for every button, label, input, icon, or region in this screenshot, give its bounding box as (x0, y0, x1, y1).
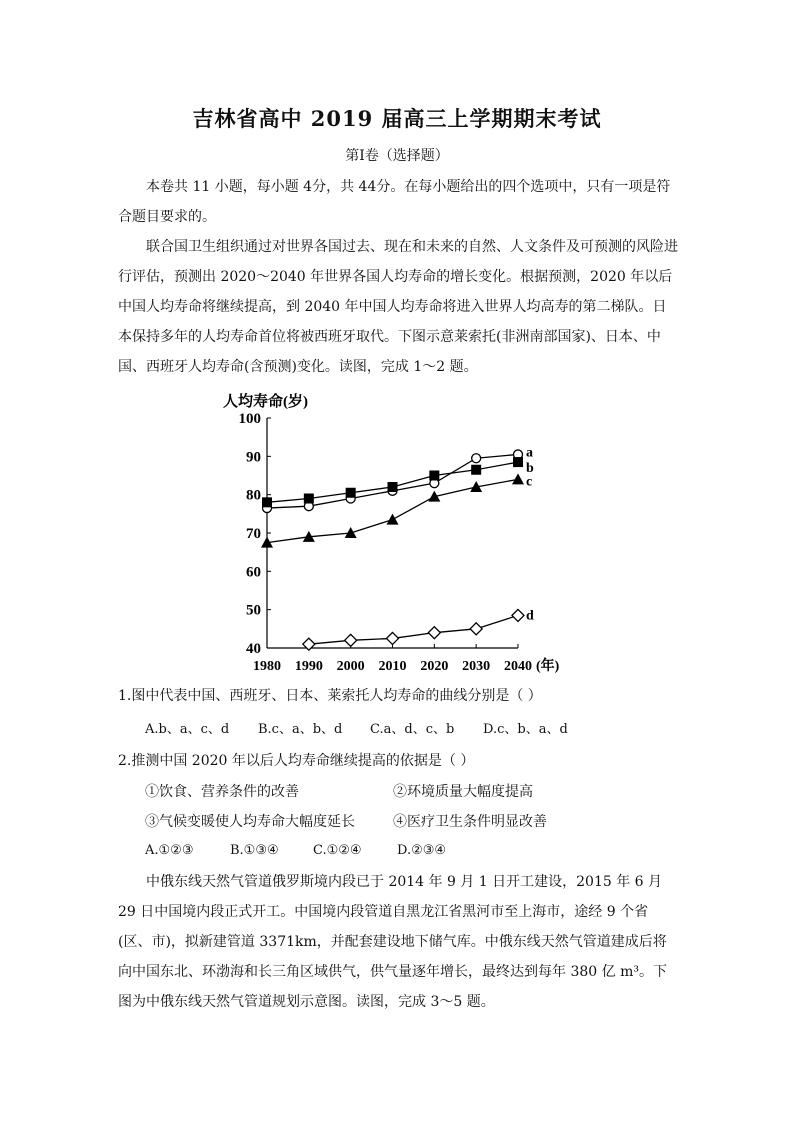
data-point-b (429, 471, 439, 481)
q2-item-3: ③气候变暖使人均寿命大幅度延长 (145, 814, 355, 830)
series-label-d: d (526, 608, 534, 624)
question-2-stem: 2.推测中国 2020 年以后人均寿命继续提高的依据是（ ） (118, 753, 475, 769)
data-point-c (387, 514, 399, 525)
question-1-stem: 1.图中代表中国、西班牙、日本、莱索托人均寿命的曲线分别是（ ） (118, 688, 542, 704)
data-point-c (512, 473, 524, 484)
data-point-b (346, 488, 356, 498)
series-label-a: a (526, 445, 533, 461)
x-tick-label: 1990 (294, 659, 323, 674)
y-tick-label: 60 (246, 564, 261, 581)
exam-title: 吉林省高中 2019 届高三上学期期末考试 (192, 106, 602, 131)
data-point-d (428, 627, 440, 639)
data-point-b (262, 497, 272, 507)
y-tick-label: 70 (246, 526, 261, 542)
q2-option-d[interactable]: D.②③④ (397, 843, 447, 858)
x-tick-label: 2010 (378, 659, 407, 674)
q2-option-b[interactable]: B.①③④ (230, 843, 279, 858)
data-point-b (304, 494, 314, 504)
y-tick-label: 80 (246, 487, 261, 504)
data-point-d (512, 609, 524, 621)
q1-option-b[interactable]: B.c、a、b、d (258, 722, 343, 737)
series-label-c: c (526, 474, 533, 490)
x-tick-label: 2000 (336, 659, 365, 674)
data-point-b (471, 465, 481, 475)
data-point-d (470, 623, 482, 635)
data-point-c (345, 527, 357, 538)
data-point-b (513, 457, 523, 467)
series-label-b: b (526, 461, 534, 477)
q2-option-a[interactable]: A.①②③ (145, 843, 194, 858)
q1-option-a[interactable]: A.b、a、c、d (145, 722, 230, 737)
x-tick-label: 2030 (462, 659, 491, 674)
y-tick-label: 90 (246, 449, 261, 466)
intro-paragraph: 本卷共 11 小题，每小题 4分，共 44分。在每小题给出的四个选项中，只有一项是符合题目要求的。 (118, 179, 671, 225)
y-tick-label: 40 (246, 641, 261, 657)
data-point-d (345, 634, 357, 646)
passage-life-expectancy: 联合国卫生组织通过对世界各国过去、现在和未来的自然、人文条件及可预测的风险进行评估，预测出 2020～2040 年世界各国人均寿命的增长变化。根据预测，2020 年以后中国人均寿命将继续提高，到 2040 年中国人均寿命将进入世界人均高寿的第二梯队。日本保持多年的人均寿命首位将被西班牙取代。下图示意莱索托(非洲南部国家)、日本、中国、西班牙人均寿命(含预测)变化。读图，完成 1～2 题。 (118, 239, 678, 375)
q2-item-4: ④医疗卫生条件明显改善 (393, 814, 547, 830)
y-tick-label: 100 (238, 411, 261, 427)
q2-item-2: ②环境质量大幅度提高 (393, 784, 533, 800)
series-line-d (309, 615, 518, 644)
q2-option-c[interactable]: C.①②④ (313, 843, 362, 858)
q2-item-1: ①饮食、营养条件的改善 (145, 784, 299, 800)
life-expectancy-chart (218, 388, 598, 678)
line-chart (218, 388, 598, 678)
data-point-d (387, 632, 399, 644)
x-tick-label: 2040 (504, 659, 532, 674)
q1-option-c[interactable]: C.a、d、c、b (370, 722, 455, 737)
passage-gas-pipeline: 中俄东线天然气管道俄罗斯境内段已于 2014 年 9 月 1 日开工建设，2015 年 6 月 29 日中国境内段正式开工。中国境内段管道自黑龙江省黑河市至上海市，途经 9 个省(区、市)，拟新建管道 3371km，并配套建设地下储气库。中俄东线天然气管道建成后将向中国东北、环渤海和长三角区域供气，供气量逐年增长，最终达到每年 380 亿 m³。下图为中俄东线天然气管道规划示意图。读图，完成 3～5 题。 (118, 874, 667, 1010)
x-tick-label: 1980 (253, 659, 281, 674)
y-tick-label: 50 (246, 602, 261, 619)
data-point-a (472, 454, 481, 463)
x-tick-label: 2020 (420, 659, 449, 674)
section-heading: 第Ⅰ卷（选择题） (345, 148, 449, 164)
q1-option-d[interactable]: D.c、b、a、d (483, 722, 568, 737)
x-axis-label: (年) (536, 659, 560, 674)
data-point-b (388, 482, 398, 492)
y-axis-label: 人均寿命(岁) (223, 394, 308, 410)
